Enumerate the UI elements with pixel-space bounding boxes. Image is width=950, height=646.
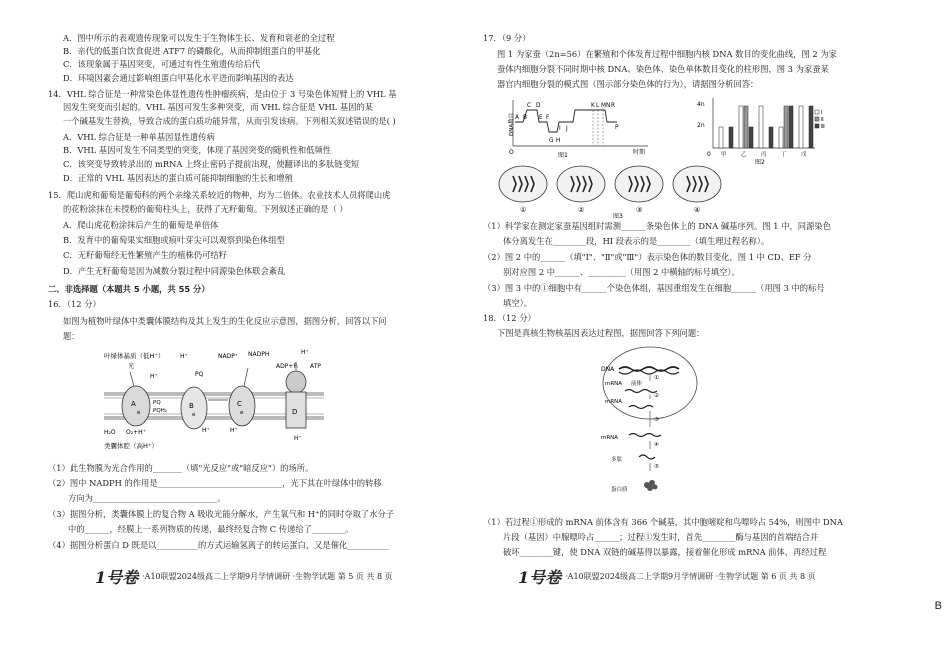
pqh2-label: PQH₂ bbox=[153, 408, 167, 414]
lumen-label: 类囊体腔（高H⁺） bbox=[104, 442, 158, 450]
protein-d-label: D bbox=[292, 408, 298, 416]
page-corner-mark: B bbox=[934, 600, 942, 612]
h-ion-label: H⁺ bbox=[150, 373, 158, 380]
q16-sub1: （1）此生物膜为光合作用的_______（填"光反应"或"暗反应"）的场所。 bbox=[48, 463, 314, 473]
q14-stem-line2: 因发生突变而引起的。VHL 基因可发生多种突变，而 VHL 综合征是 VHL 基因的某 bbox=[63, 102, 374, 112]
q15-option-a: A．爬山虎花粉涂抹后产生的葡萄是单倍体 bbox=[63, 220, 219, 230]
q14-stem-line3: 一个碱基发生替换，导致合成的蛋白质功能异常，从而引发该病。下列相关叙述错误的是( ) bbox=[63, 116, 396, 126]
fig2-legend-swatch bbox=[815, 124, 819, 128]
q17-sub2-line1: （2）图 2 中的______（填"Ⅰ"、"Ⅱ"或"Ⅲ"）表示染色体的数目变化，图 1 中 CD、EF 分 bbox=[483, 252, 812, 262]
fig1-point-label: H bbox=[556, 138, 561, 144]
fig2-legend-swatch bbox=[815, 117, 819, 121]
cell bbox=[673, 166, 721, 202]
protein-label: 蛋白质 bbox=[611, 487, 628, 493]
fig1-caption: 图1 bbox=[558, 152, 568, 158]
fig2-y-2n: 2n bbox=[697, 122, 705, 129]
right-page bbox=[475, 0, 950, 646]
complex-b bbox=[181, 387, 207, 429]
electron-label: e bbox=[137, 410, 141, 416]
q15-stem-line1: 15．爬山虎和葡萄是葡萄科的两个亲缘关系较近的物种，均为二倍体。农业技术人员将爬山虎 bbox=[48, 190, 391, 200]
q13-option-b: B．亲代的低蛋白饮食促进 ATF7 的磷酸化，从而抑制组蛋白的甲基化 bbox=[63, 46, 321, 56]
pq-label: PQ bbox=[195, 371, 204, 378]
h2o-label: H₂O bbox=[104, 429, 116, 436]
fig1-point-label: R bbox=[611, 103, 616, 109]
footer-text: ·A10联盟2024级高二上学期9月学情调研 ·生物学试题 第 5 页 共 8 页 bbox=[142, 572, 393, 581]
q14-option-a: A．VHL 综合征是一种单基因显性遗传病 bbox=[63, 132, 215, 142]
fig2-y-4n: 4n bbox=[697, 101, 705, 108]
q13-option-c: C．该现象属于基因突变，可通过有性生殖遗传给后代 bbox=[63, 59, 261, 69]
q16-sub4: （4）据图分析蛋白 D 既是以__________的方式运输氢离子的转运蛋白，又是催化__________ bbox=[48, 540, 389, 550]
q17-sub1-line2: 体分离发生在________段，HI 段表示的是________（填生理过程名称）。 bbox=[503, 236, 770, 246]
figure-2-bar-chart bbox=[695, 96, 835, 166]
figure-1-dna-curve bbox=[503, 96, 653, 158]
cell bbox=[499, 166, 547, 202]
mrna-label-cytoplasm: mRNA bbox=[601, 435, 619, 441]
fig1-point-label: A bbox=[515, 115, 519, 121]
fig1-point-label: B bbox=[523, 115, 527, 121]
h-ion-label: H⁺ bbox=[301, 349, 309, 356]
thylakoid-membrane-figure bbox=[98, 348, 338, 458]
fig1-point-label: M bbox=[601, 103, 607, 109]
complex-c-label: C bbox=[237, 400, 242, 408]
figure-3-cell-division bbox=[495, 162, 725, 220]
fig2-category-label: 乙 bbox=[741, 152, 747, 158]
fig1-origin: O bbox=[509, 149, 514, 156]
process-step-label: ③ bbox=[654, 417, 659, 423]
fig1-y-axis-label: DNA数目 bbox=[509, 112, 515, 136]
stroma-label: 叶绿体基质（低H⁺） bbox=[104, 352, 165, 360]
h-ion-label: H⁺ bbox=[180, 353, 188, 360]
mrna-label-nucleus: mRNA bbox=[605, 399, 623, 405]
process-step-label: ② bbox=[654, 393, 659, 399]
protein-shape bbox=[644, 480, 658, 491]
fig2-bar bbox=[744, 106, 748, 148]
fig2-caption: 图2 bbox=[755, 159, 765, 166]
fig2-legend-label: Ⅲ bbox=[821, 124, 825, 130]
h-ion-label: H⁺ bbox=[230, 427, 238, 434]
fig1-point-label: J bbox=[566, 126, 568, 132]
dna-label: DNA bbox=[601, 366, 615, 373]
dna-strand bbox=[619, 367, 679, 371]
fig2-bar bbox=[784, 106, 788, 148]
q17-sub3-line1: （3）图 3 中的①细胞中有______个染色体组，基因重组发生在细胞______（用图 3 中的标号 bbox=[483, 283, 825, 293]
q17-sub2-line2: 别对应图 2 中______、_________（用图 2 中横轴的标号填空）。 bbox=[503, 267, 740, 277]
nadph-label: NADPH bbox=[248, 351, 270, 358]
q16-heading: 16．（12 分） bbox=[48, 299, 101, 309]
q17-sub3-line2: 填空）。 bbox=[503, 298, 533, 308]
light-label: 光 bbox=[128, 363, 135, 370]
o2-label: O₂+H⁺ bbox=[126, 429, 146, 436]
q14-option-b: B．VHL 基因可发生不同类型的突变，体现了基因突变的随机性和低频性 bbox=[63, 145, 332, 155]
q16-sub2-line2: 方向为______________________________。 bbox=[68, 493, 226, 503]
complex-c bbox=[229, 386, 255, 426]
adp-label: ADP+Pᵢ bbox=[276, 363, 299, 370]
q17-heading: 17．（9 分） bbox=[483, 33, 531, 43]
q16-intro-line2: 题： bbox=[63, 331, 80, 341]
fig2-bar bbox=[729, 127, 733, 148]
fig1-point-label: K bbox=[591, 103, 595, 109]
fig3-caption: 图3 bbox=[613, 213, 623, 220]
q16-sub2-line1: （2）图中 NADPH 的作用是______________________________，光下其在叶绿体中的转移 bbox=[48, 478, 382, 488]
atp-synthase-head bbox=[286, 371, 306, 393]
fig1-point-label: N bbox=[606, 103, 611, 109]
nadp-label: NADP⁺ bbox=[218, 353, 238, 360]
fig2-bar bbox=[789, 106, 793, 148]
q18-heading: 18．（12 分） bbox=[483, 313, 536, 323]
section-heading: 二、非选择题（本题共 5 小题，共 55 分） bbox=[48, 284, 210, 294]
q18-sub1-line1: （1）若过程①形成的 mRNA 前体含有 366 个碱基，其中胞嘧啶和鸟嘌呤占 54%，则图中 DNA bbox=[483, 517, 843, 527]
q18-sub1-line2: 片段（基因）中腺嘌呤占______；过程①发生时，首先________酶与基因的首端结合并 bbox=[503, 532, 819, 542]
q17-intro-line2: 蚕体内细胞分裂不同时期中核 DNA、染色体、染色单体数目变化的柱形图，图 3 为家蚕某 bbox=[497, 64, 829, 74]
fig2-category-label: 甲 bbox=[721, 152, 727, 158]
q15-option-c: C．无籽葡萄经无性繁殖产生的植株仍可结籽 bbox=[63, 250, 227, 260]
peptide-label: 多肽 bbox=[611, 457, 623, 463]
q18-sub1-line3: 破坏________键，使 DNA 双链的碱基得以暴露，接着催化形成 mRNA 前体，再经过程 bbox=[503, 547, 827, 557]
q16-sub3-line2: 中的______，经膜上一系列物质的传递，最终经复合物 C 传递给了________。 bbox=[68, 524, 354, 534]
mrna-precursor-label: mRNA bbox=[605, 381, 623, 387]
process-step-label: ① bbox=[654, 375, 659, 381]
fig2-legend-swatch bbox=[815, 110, 819, 114]
electron-label: e bbox=[192, 412, 196, 418]
fig2-category-label: 戊 bbox=[801, 152, 807, 158]
h-ion-label: H⁺ bbox=[294, 435, 302, 442]
fig2-legend-label: Ⅰ bbox=[821, 110, 823, 116]
complex-a-label: A bbox=[131, 400, 136, 408]
footer-right bbox=[518, 565, 816, 588]
fig2-category-label: 丙 bbox=[761, 152, 767, 158]
fig2-bar bbox=[809, 106, 813, 148]
fig3-cell-label: ① bbox=[520, 206, 527, 214]
q14-option-c: C．该突变导致转录出的 mRNA 上终止密码子提前出现，使翻译出的多肽链变短 bbox=[63, 159, 360, 169]
q13-option-d: D．环境因素会通过影响组蛋白甲基化水平进而影响基因的表达 bbox=[63, 73, 294, 83]
fig1-x-axis-label: 时期 bbox=[633, 149, 646, 156]
fig2-category-label: 丁 bbox=[781, 152, 787, 158]
fig2-bar bbox=[749, 127, 753, 148]
fig1-point-label: F bbox=[546, 115, 550, 121]
fig2-bar bbox=[769, 127, 773, 148]
process-step-label: ⑤ bbox=[654, 464, 659, 470]
q14-option-d: D．正常的 VHL 基因表达的蛋白质可能抑制细胞的生长和增殖 bbox=[63, 173, 293, 183]
atp-label: ATP bbox=[310, 363, 321, 370]
electron-label: e bbox=[240, 410, 244, 416]
fig1-point-label: P bbox=[615, 125, 619, 131]
q18-intro: 下图是真核生物核基因表达过程图，据图回答下列问题： bbox=[497, 328, 705, 338]
gene-expression-figure bbox=[595, 345, 705, 507]
q13-option-a: A．图中所示的表观遗传现象可以发生于生物体生长、发育和衰老的全过程 bbox=[63, 33, 335, 43]
q15-option-d: D．产生无籽葡萄是因为减数分裂过程中同源染色体联会紊乱 bbox=[63, 266, 286, 276]
fig1-point-label: G bbox=[549, 138, 554, 144]
q16-sub3-line1: （3）据图分析，类囊体膜上的复合物 A 吸收光能分解水，产生氧气和 H⁺的同时夺取了水分子 bbox=[48, 509, 395, 519]
fig2-bar bbox=[759, 106, 763, 148]
fig1-point-label: C bbox=[527, 103, 532, 109]
logo: 1号卷 bbox=[95, 568, 139, 587]
logo: 1号卷 bbox=[518, 568, 562, 587]
cytoplasm-mrna bbox=[629, 434, 661, 437]
mrna-precursor-strand bbox=[625, 390, 657, 393]
fig3-cell-label: ④ bbox=[694, 206, 701, 214]
process-step-label: ④ bbox=[654, 442, 659, 448]
q17-sub1-line1: （1）科学家在测定家蚕基因组时需测______条染色体上的 DNA 碱基序列。图 1 中，同源染色 bbox=[483, 221, 831, 231]
pq-label: PQ bbox=[153, 400, 161, 406]
cell bbox=[615, 166, 663, 202]
fig1-point-label: D bbox=[536, 103, 541, 109]
fig3-cell-label: ② bbox=[578, 206, 585, 214]
cell bbox=[557, 166, 605, 202]
q17-intro-line3: 器官内细胞分裂的模式图（图示部分染色体的行为），请据图分析回答： bbox=[497, 79, 759, 89]
fig2-legend-label: Ⅱ bbox=[821, 117, 824, 123]
fig2-origin: 0 bbox=[707, 151, 711, 158]
h-ion-label: H⁺ bbox=[202, 427, 210, 434]
q17-intro-line1: 图 1 为家蚕（2n=56）在繁殖和个体发育过程中细胞内核 DNA 数目的变化曲线，图 2 为家 bbox=[497, 49, 837, 59]
q15-stem-line2: 的花粉涂抹在未授粉的葡萄柱头上，获得了无籽葡萄。下列叙述正确的是（ ） bbox=[63, 204, 348, 214]
footer-left bbox=[95, 565, 393, 588]
fig1-point-label: L bbox=[596, 103, 600, 109]
complex-b-label: B bbox=[189, 402, 194, 410]
fig3-cell-label: ③ bbox=[636, 206, 643, 214]
footer-text: ·A10联盟2024级高二上学期9月学情调研 ·生物学试题 第 6 页 共 8 页 bbox=[565, 572, 816, 581]
precursor-label: 前体 bbox=[631, 381, 643, 387]
fig2-bar bbox=[739, 106, 743, 148]
q16-intro-line1: 如图为植物叶绿体中类囊体膜结构及其上发生的生化反应示意图，据图分析，回答以下问 bbox=[63, 316, 387, 326]
fig1-point-label: E bbox=[539, 115, 543, 121]
q15-option-b: B．发育中的葡萄果实细胞或痕叶芽尖可以观察到染色体组型 bbox=[63, 235, 285, 245]
complex-a bbox=[122, 386, 150, 426]
q14-stem-line1: 14．VHL 综合征是一种常染色体显性遗传性肿瘤疾病，是由位于 3 号染色体短臂上的 VHL 基 bbox=[48, 89, 397, 99]
fig1-point-label: I bbox=[559, 126, 561, 132]
fig2-bar bbox=[779, 127, 783, 148]
fig2-bar bbox=[799, 106, 803, 148]
fig2-bar bbox=[719, 127, 723, 148]
